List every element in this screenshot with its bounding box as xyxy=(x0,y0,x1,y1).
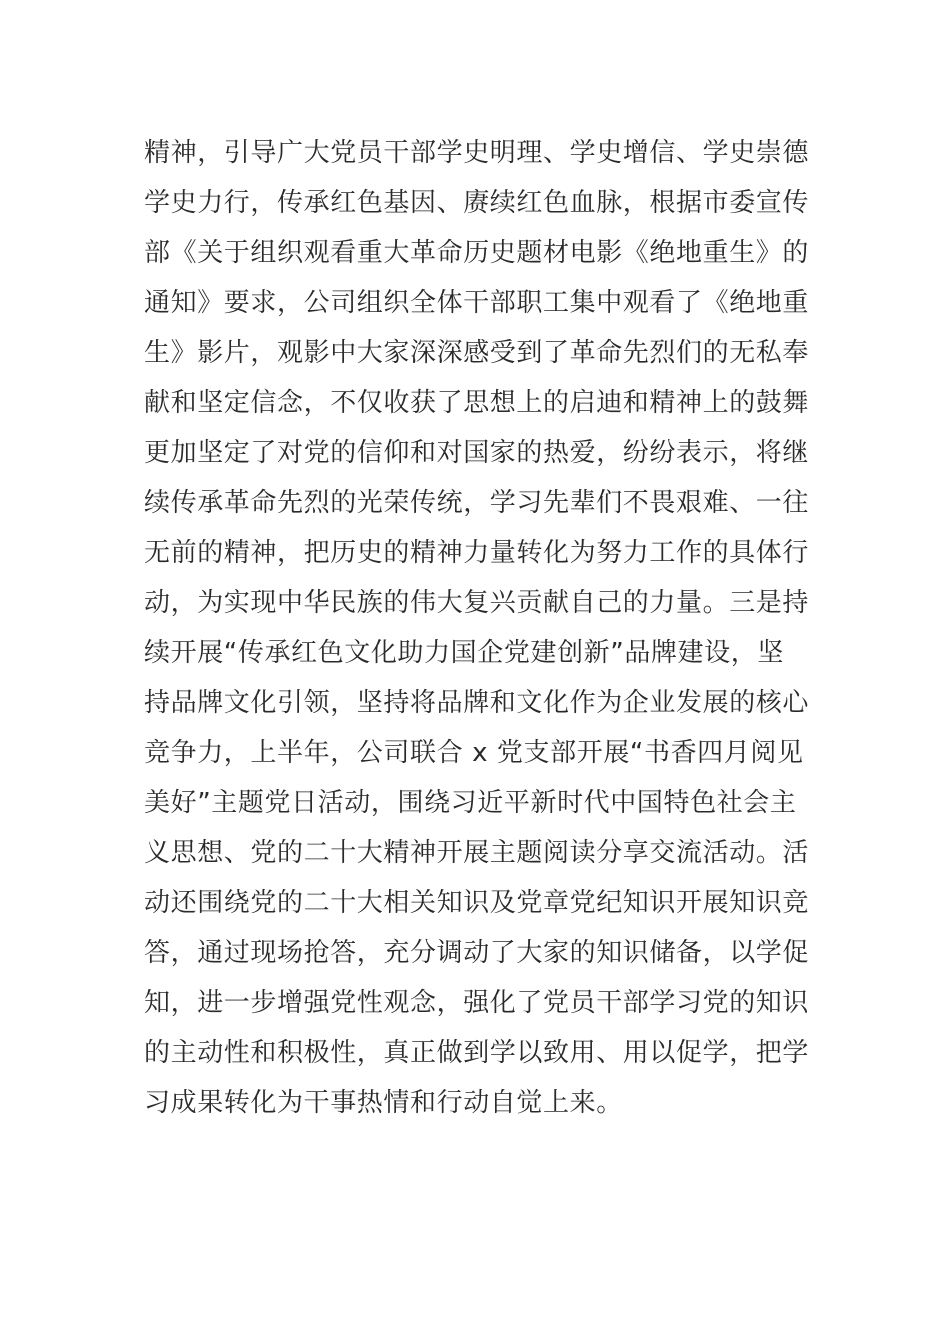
text-line: 无前的精神，把历史的精神力量转化为努力工作的具体行 xyxy=(144,538,810,568)
text-line: 续传承革命先烈的光荣传统，学习先辈们不畏艰难、一往 xyxy=(144,488,810,518)
text-line: 学史力行，传承红色基因、赓续红色血脉，根据市委宣传 xyxy=(144,188,810,218)
text-line: 习成果转化为干事热情和行动自觉上来。 xyxy=(144,1088,623,1118)
text-line: 献和坚定信念，不仅收获了思想上的启迪和精神上的鼓舞 xyxy=(144,388,810,418)
text-line: 竞争力，上半年，公司联合 x 党支部开展“书香四月阅见 xyxy=(144,738,804,768)
text-line: 的主动性和积极性，真正做到学以致用、用以促学，把学 xyxy=(144,1038,810,1068)
body-paragraph xyxy=(144,128,824,1128)
text-line: 续开展“传承红色文化助力国企党建创新”品牌建设，坚 xyxy=(144,638,784,668)
text-line: 义思想、党的二十大精神开展主题阅读分享交流活动。活 xyxy=(144,838,810,868)
text-line: 持品牌文化引领，坚持将品牌和文化作为企业发展的核心 xyxy=(144,688,810,718)
text-line: 通知》要求，公司组织全体干部职工集中观看了《绝地重 xyxy=(144,288,810,318)
text-line: 生》影片，观影中大家深深感受到了革命先烈们的无私奉 xyxy=(144,338,810,368)
text-line: 美好”主题党日活动，围绕习近平新时代中国特色社会主 xyxy=(144,788,797,818)
text-line: 动还围绕党的二十大相关知识及党章党纪知识开展知识竞 xyxy=(144,888,810,918)
text-line: 更加坚定了对党的信仰和对国家的热爱，纷纷表示，将继 xyxy=(144,438,810,468)
text-line: 部《关于组织观看重大革命历史题材电影《绝地重生》的 xyxy=(144,238,810,268)
text-line: 知，进一步增强党性观念，强化了党员干部学习党的知识 xyxy=(144,988,810,1018)
text-line: 动，为实现中华民族的伟大复兴贡献自己的力量。三是持 xyxy=(144,588,810,618)
text-line: 精神，引导广大党员干部学史明理、学史增信、学史崇德 xyxy=(144,138,810,168)
text-line: 答，通过现场抢答，充分调动了大家的知识储备，以学促 xyxy=(144,938,810,968)
